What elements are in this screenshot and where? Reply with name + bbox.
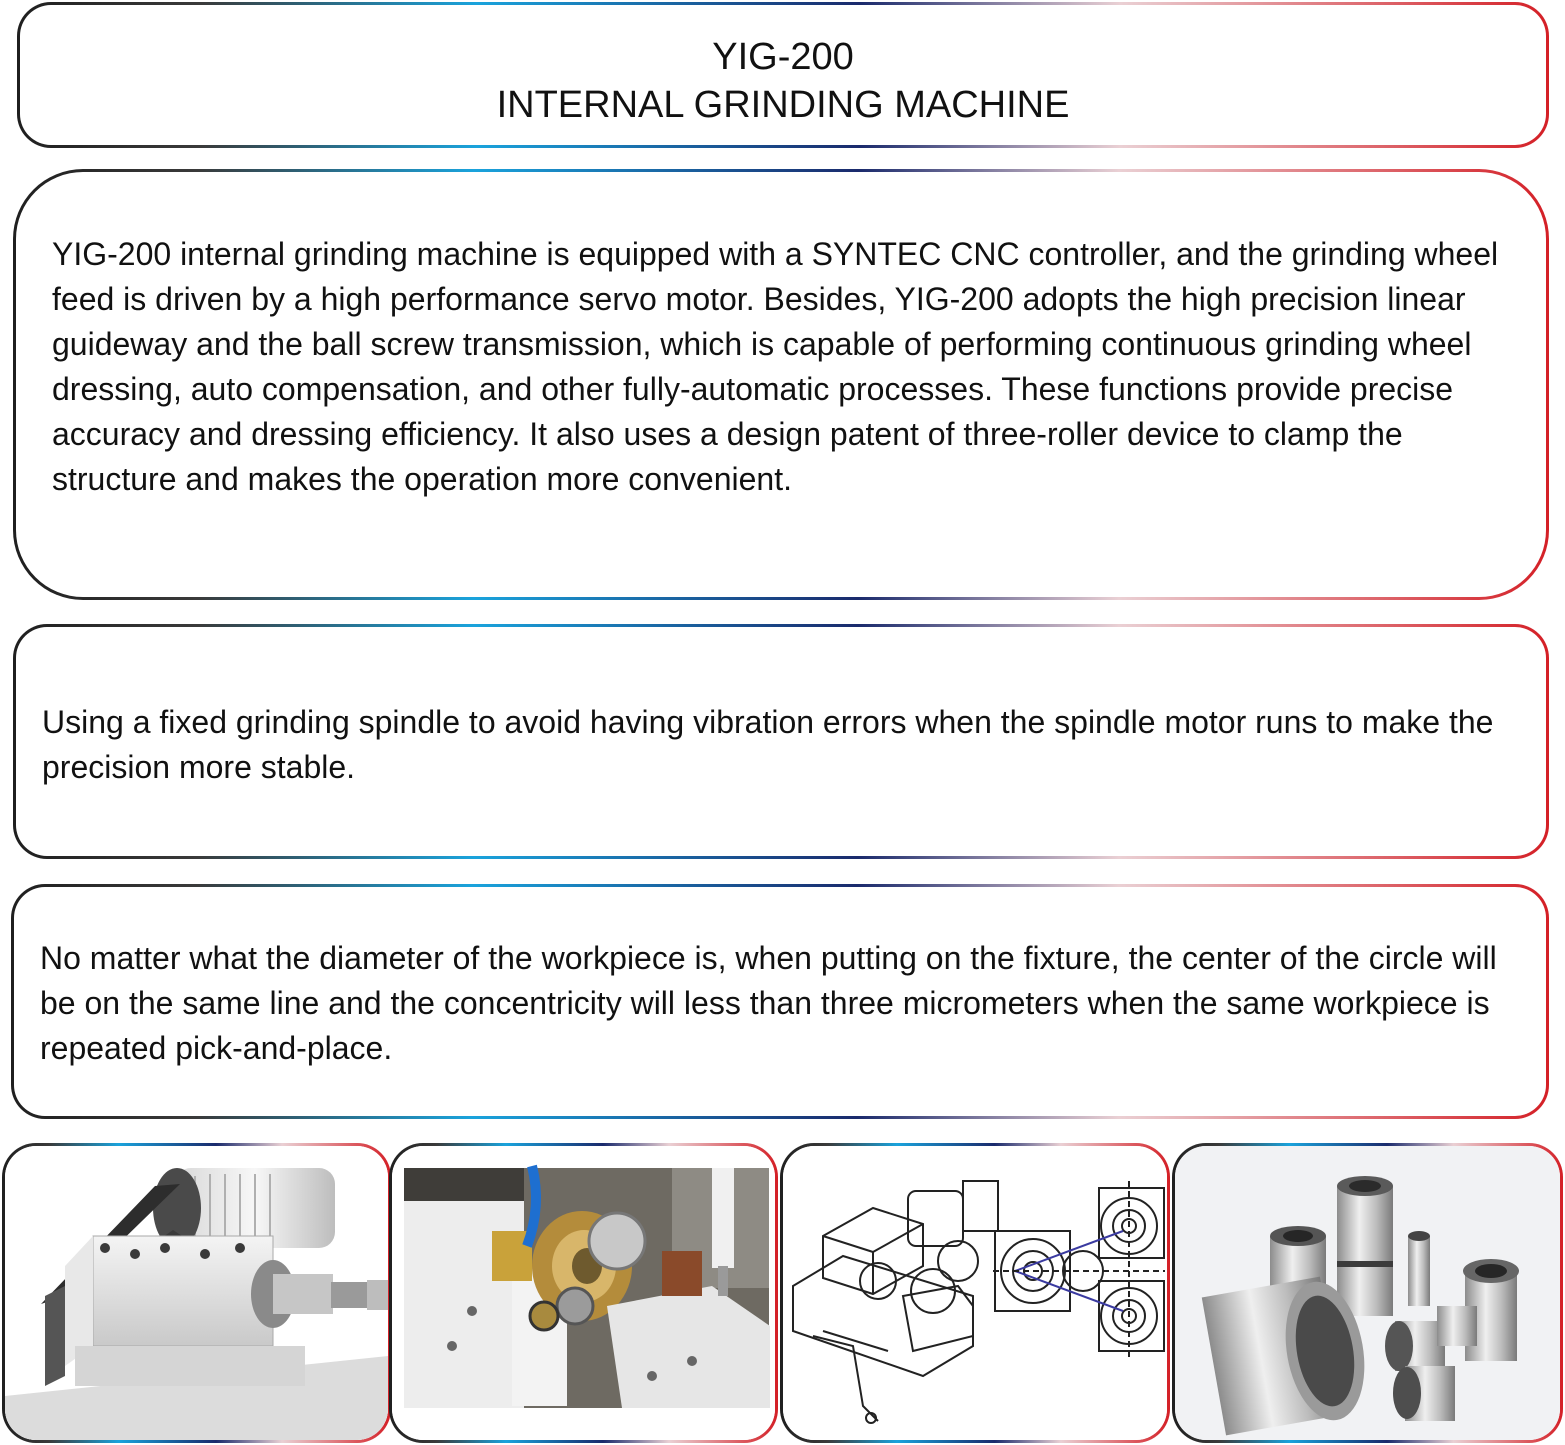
workpieces-image — [1175, 1146, 1560, 1440]
title-box — [17, 2, 1549, 148]
machine-name: INTERNAL GRINDING MACHINE — [496, 84, 1070, 126]
description-text: YIG-200 internal grinding machine is equipped with a SYNTEC CNC controller, and the grinding wheel feed is driven by a high performance servo motor. Besides, YIG-200 adopts the high precision linear guideway and the ball screw transmission, which is capable of performing continuous grinding wheel dressing, auto compensation, and other fully-automatic processes. These functions provide precise accuracy and dressing efficiency. It also uses a design patent of three-roller device to clamp the structure and makes the operation more convenient. — [52, 236, 1499, 497]
spindle-feature-box — [13, 624, 1549, 859]
machine-closeup-image — [392, 1146, 775, 1440]
machine-closeup-frame — [389, 1143, 778, 1443]
fixture-feature-text: No matter what the diameter of the workpiece is, when putting on the fixture, the center of the circle will be on the same line and the concentricity will less than three micrometers when the same workpiece is repeated pick-and-place. — [40, 940, 1497, 1066]
model-name: YIG-200 — [712, 36, 854, 78]
grinding-spindle-image — [5, 1146, 388, 1440]
workpieces-photo-frame — [1172, 1143, 1563, 1443]
three-roller-drawing-frame — [780, 1143, 1170, 1443]
spindle-feature-text: Using a fixed grinding spindle to avoid having vibration errors when the spindle motor runs to make the precision more stable. — [42, 704, 1494, 785]
three-roller-diagram-image — [783, 1146, 1167, 1440]
fixture-feature-box — [11, 884, 1549, 1119]
spindle-photo-frame — [2, 1143, 391, 1443]
description-box — [13, 169, 1549, 600]
